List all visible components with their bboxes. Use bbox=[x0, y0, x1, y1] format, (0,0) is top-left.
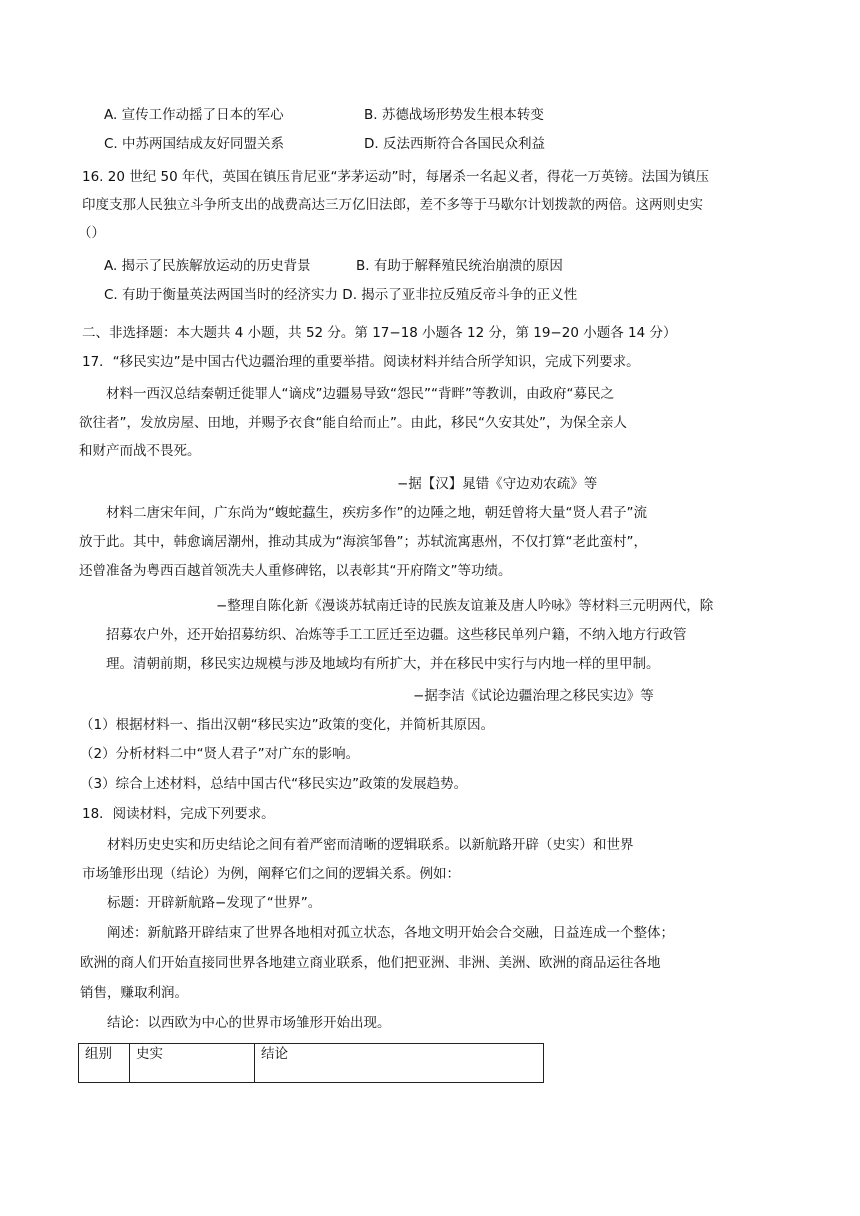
q17-sub-question-1: （1）根据材料一、指出汉朝“移民实边”政策的变化，并简析其原因。 bbox=[80, 717, 495, 733]
table-header-fact: 史实 bbox=[130, 1044, 255, 1083]
table-header-group: 组别 bbox=[79, 1044, 130, 1083]
q18-example-explanation-line-1: 阐述：新航路开辟结束了世界各地相对孤立状态，各地文明开始会合交融，日益连成一个整体； bbox=[107, 925, 674, 941]
q18-material-line-1: 材料历史史实和历史结论之间有着严密而清晰的逻辑联系。以新航路开辟（史实）和世界 bbox=[107, 837, 634, 853]
q16-stem-line-2: 印度支那人民独立斗争所支出的战费高达三万亿旧法郎，差不多等于马歇尔计划拨款的两倍。这两则史实 bbox=[82, 197, 703, 213]
q18-example-explanation-line-2: 欧洲的商人们开始直接同世界各地建立商业联系，他们把亚洲、非洲、美洲、欧洲的商品运往各地 bbox=[80, 955, 661, 971]
q18-example-conclusion: 结论：以西欧为中心的世界市场雏形开始出现。 bbox=[107, 1015, 391, 1031]
q17-material-2-line-3: 还曾准备为粤西百越首领冼夫人重修碑铭，以表彰其“开府隋文”等功绩。 bbox=[79, 563, 512, 579]
q16-answer-blank: （） bbox=[78, 225, 105, 241]
q17-material-3-source: −据李洁《试论边疆治理之移民实边》等 bbox=[413, 688, 654, 704]
q17-material-2-line-1: 材料二唐宋年间，广东尚为“蝮蛇蠚生，疾疠多作”的边陲之地，朝廷曾将大量“贤人君子”流 bbox=[106, 505, 647, 521]
q18-example-title: 标题：开辟新航路−发现了“世界”。 bbox=[107, 895, 322, 911]
q17-material-1-source: −据【汉】晁错《守边劝农疏》等 bbox=[397, 476, 598, 492]
q15-option-b: B. 苏德战场形势发生根本转变 bbox=[364, 107, 544, 123]
q17-material-3-line-3: 理。清朝前期，移民实边规模与涉及地域均有所扩大，并在移民中实行与内地一样的里甲制。 bbox=[106, 656, 660, 672]
table-header-conclusion: 结论 bbox=[255, 1044, 544, 1083]
q18-example-explanation-line-3: 销售，赚取利润。 bbox=[80, 985, 188, 1001]
q17-material-2-line-2: 放于此。其中，韩愈谪居潮州，推动其成为“海滨邹鲁”；苏轼流寓惠州，不仅打算“老此蛮村”， bbox=[79, 534, 647, 550]
q15-option-c: C. 中苏两国结成友好同盟关系 bbox=[104, 136, 285, 152]
q16-option-a: A. 揭示了民族解放运动的历史背景 bbox=[104, 258, 311, 274]
q17-stem: 17．“移民实边”是中国古代边疆治理的重要举措。阅读材料并结合所学知识，完成下列要求。 bbox=[82, 354, 640, 370]
q17-material-1-line-2: 欲往者”，发放房屋、田地，并赐予衣食“能自给而止”。由此，移民“久安其处”，为保全亲人 bbox=[79, 415, 627, 431]
table-row bbox=[79, 1044, 544, 1083]
q15-option-d: D. 反法西斯符合各国民众利益 bbox=[364, 136, 545, 152]
q15-option-a: A. 宣传工作动摇了日本的军心 bbox=[104, 107, 284, 123]
q17-material-1-line-3: 和财产而战不畏死。 bbox=[79, 443, 201, 459]
q16-stem-line-1: 16. 20 世纪 50 年代，英国在镇压肯尼亚“茅茅运动”时，每屠杀一名起义者，得花一万英镑。法国为镇压 bbox=[82, 169, 709, 185]
q18-answer-table bbox=[78, 1043, 544, 1083]
q17-material-3-line-2: 招募农户外，还开始招募纺织、冶炼等手工工匠迁至边疆。这些移民单列户籍，不纳入地方行政管 bbox=[106, 627, 687, 643]
q17-sub-question-2: （2）分析材料二中“贤人君子”对广东的影响。 bbox=[80, 746, 360, 762]
q18-stem: 18．阅读材料，完成下列要求。 bbox=[82, 806, 275, 822]
q17-material-2-source-material-3-line-1: −整理自陈化新《漫谈苏轼南迁诗的民族友谊兼及唐人吟咏》等材料三元明两代，除 bbox=[216, 598, 714, 614]
q18-material-line-2: 市场雏形出现（结论）为例，阐释它们之间的逻辑关系。例如： bbox=[82, 866, 460, 882]
q17-material-1-line-1: 材料一西汉总结秦朝迁徙罪人“谪戍”边疆易导致“怨民”“背畔”等教训，由政府“募民之 bbox=[106, 386, 614, 402]
q16-option-c-d: C. 有助于衡量英法两国当时的经济实力 D. 揭示了亚非拉反殖反帝斗争的正义性 bbox=[104, 287, 578, 303]
section-2-heading: 二、非选择题：本大题共 4 小题，共 52 分。第 17−18 小题各 12 分，第 19−20 小题各 14 分） bbox=[82, 325, 677, 341]
q16-option-b: B. 有助于解释殖民统治崩溃的原因 bbox=[356, 258, 563, 274]
q17-sub-question-3: （3）综合上述材料，总结中国古代“移民实边”政策的发展趋势。 bbox=[80, 776, 468, 792]
